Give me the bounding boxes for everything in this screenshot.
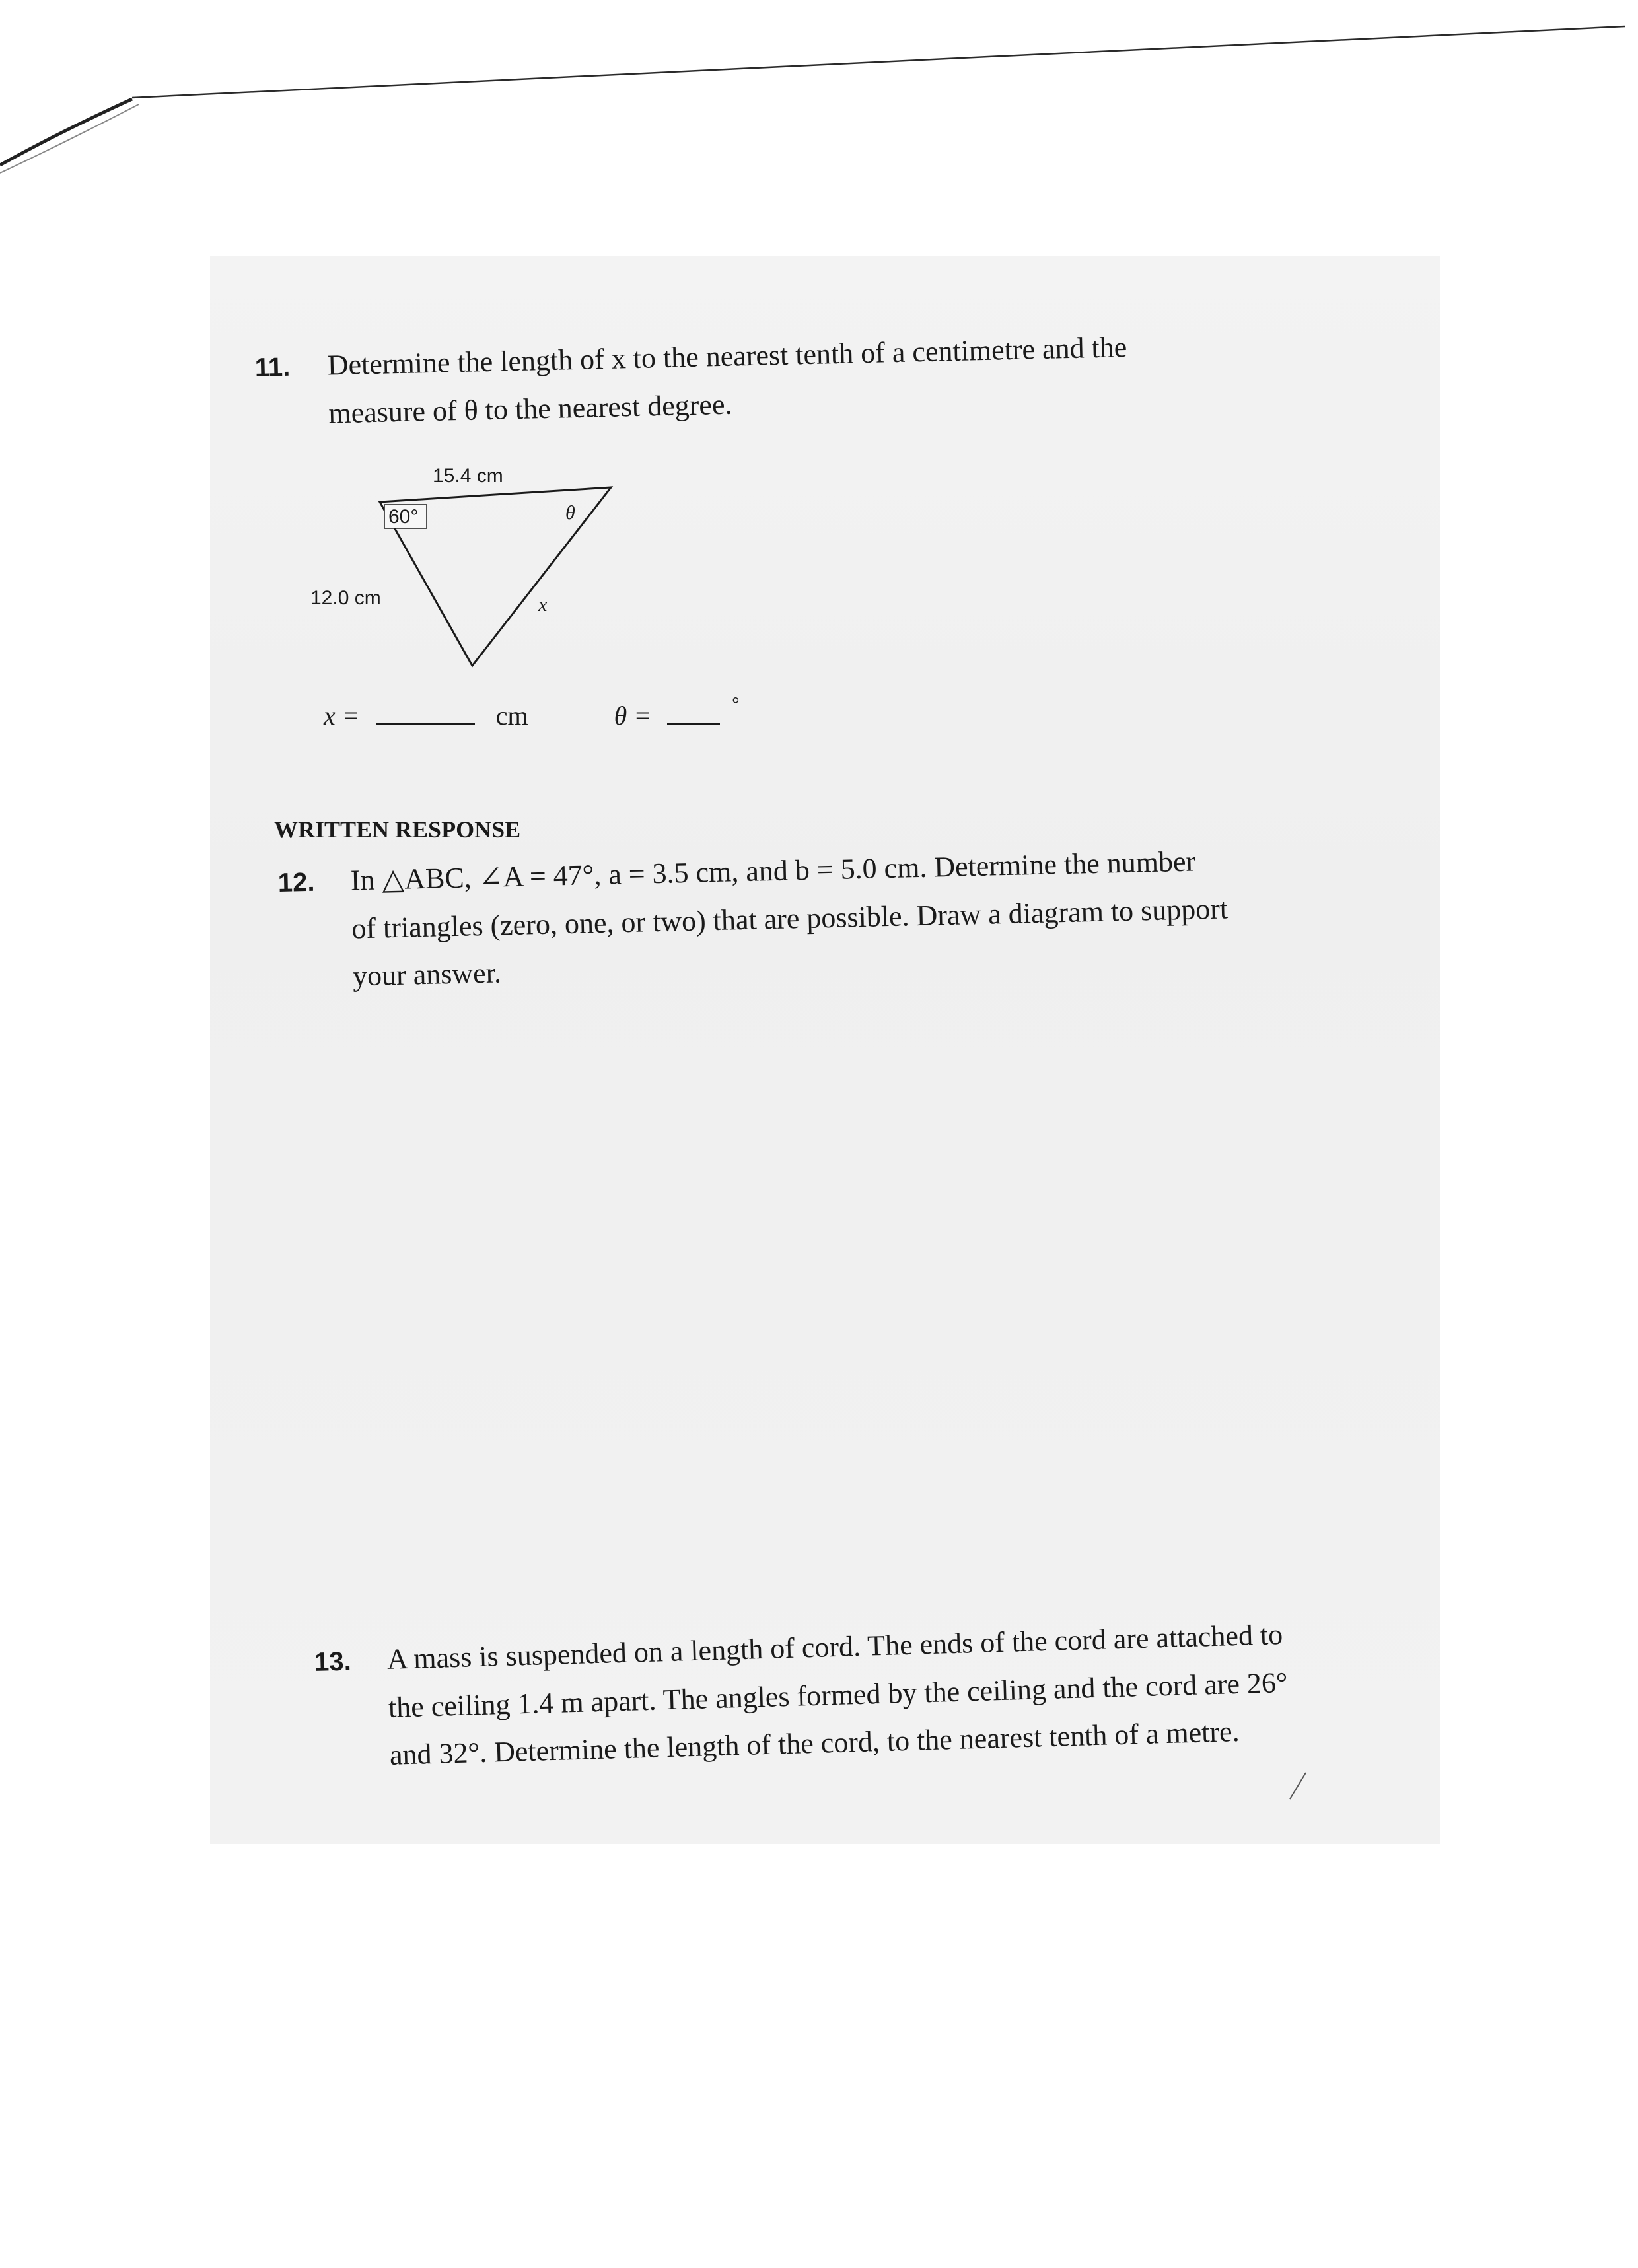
page-edge-lines [0, 0, 1638, 198]
left-side-label: 12.0 cm [310, 587, 381, 609]
x-answer-blank[interactable] [376, 703, 475, 725]
theta-unit-label: ° [732, 694, 740, 715]
triangle-diagram [310, 456, 641, 693]
question-13-text-3: and 32°. Determine the length of the cord, to the nearest tenth of a metre. [389, 1715, 1240, 1771]
question-11-text-1: Determine the length of x to the nearest tenth of a centimetre and the [327, 331, 1127, 382]
corner-curl-line [0, 99, 132, 165]
x-answer-label: x = [324, 701, 360, 730]
x-unit-label: cm [495, 701, 528, 730]
question-11 [254, 324, 1129, 439]
question-11-answers [324, 694, 740, 731]
question-12-text-2: of triangles (zero, one, or two) that are possible. Draw a diagram to support [351, 892, 1228, 945]
question-12 [277, 837, 1229, 1002]
question-11-number: 11. [254, 352, 291, 382]
question-12-text-3: your answer. [352, 956, 502, 993]
theta-answer-label: θ = [614, 701, 652, 730]
question-12-number: 12. [277, 867, 315, 898]
question-13-text-2: the ceiling 1.4 m apart. The angles formed by the ceiling and the cord are 26° [388, 1666, 1289, 1724]
question-12-text-1: In △ABC, ∠A = 47°, a = 3.5 cm, and b = 5.0 cm. Determine the number [350, 845, 1196, 897]
section-heading-written-response: WRITTEN RESPONSE [274, 816, 521, 843]
question-13-text-1: A mass is suspended on a length of cord. The ends of the cord are attached to [386, 1618, 1283, 1676]
angle-60-label: 60° [388, 506, 419, 528]
question-13-number: 13. [314, 1647, 352, 1677]
top-edge-line [132, 26, 1625, 98]
pencil-stroke [1290, 1773, 1306, 1799]
top-side-label: 15.4 cm [433, 465, 503, 487]
corner-curl-shadow [0, 104, 139, 173]
question-11-text-2: measure of θ to the nearest degree. [328, 388, 732, 430]
x-side-label: x [538, 594, 548, 616]
question-13 [314, 1611, 1289, 1781]
theta-answer-blank[interactable] [667, 703, 720, 725]
stray-pencil-mark [1285, 1770, 1311, 1803]
theta-label: θ [565, 502, 575, 524]
